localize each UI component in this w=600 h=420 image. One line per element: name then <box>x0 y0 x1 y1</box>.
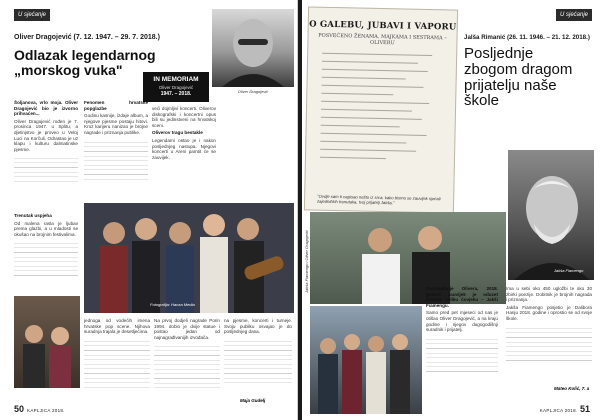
right-column-2-text: Ima u sebi oko 450 ugložbi te oko 30 zbirki poezije. Dobitnik je brojnih nagrada i priznanja. <box>506 286 592 303</box>
page-number: 51 <box>579 404 590 414</box>
bottom-column-1-text: jednoga od vodećih imena hrvatske pop scene. Njihova suradnja trajala je desetljećima. <box>84 318 150 335</box>
left-page <box>0 0 298 420</box>
memoriam-title: IN MEMORIAM <box>153 76 199 83</box>
column-1b-filler <box>14 239 78 279</box>
headline-line-2: zbogom dragom <box>464 60 573 78</box>
bottom-column-1 <box>84 318 150 396</box>
memoriam-years: 1947. – 2018. <box>160 91 192 97</box>
bottom-column-2-text: Na prvoj dodjeli nagrade Porin 1994. dobio je dvije statue i postao jedan od najnagrađivanijih izvođača. <box>154 318 220 340</box>
poem-sheet <box>304 6 458 213</box>
portrait-caption: Oliver Dragojević <box>237 89 269 94</box>
article-column-2 <box>84 100 148 195</box>
author-credit: Maja Gudelj <box>240 398 266 403</box>
column-1-filler <box>14 154 78 184</box>
portrait-caption: Jakša Fiamengo <box>554 268 584 273</box>
column-1-paragraph: Oliver Dragojević rođen je 7. prosinca 1947. u Splitu, a djetinjstvo je proveo u Veloj Luci na Korčuli. Odrastao je uz klapu i kulturu dalmatinske pjesme. <box>14 118 78 152</box>
portrait-face-icon <box>508 150 594 280</box>
right-column-2 <box>506 286 592 382</box>
poem-title: O GALEBU, JUBAVI I VAPORU <box>309 19 457 33</box>
headline-line-1: Odlazak legendarnog <box>14 47 156 63</box>
fiamengo-portrait-photo <box>508 150 594 280</box>
page-number: 50 <box>14 404 25 414</box>
right-column-1 <box>426 286 498 390</box>
poem-note: "Ovdje sam ti napisao nešto iz srca, kako bismo se zauvijek sjećali zajedničkih trenutaka, tvoj prijatelj Jakša." <box>317 193 441 206</box>
bottom-column-1-filler <box>84 337 150 389</box>
oliver-portrait-photo <box>212 9 294 87</box>
article-byline: Oliver Dragojević (7. 12. 1947. – 29. 7. 2018.) <box>14 34 160 41</box>
article-intro: Šoljanova, vrlo moja. Oliver Dragojević bio je izvorno prihvaćen... <box>14 100 78 117</box>
headline-line-4: škole <box>464 92 500 110</box>
crowd-photo <box>310 306 422 414</box>
memoriam-name: Oliver Dragojević <box>158 85 194 90</box>
column-2-paragraph: Godinu kasnije, izdaje album, a njegove pjesme postaju hitovi. Kroz karijeru nanizao je brojne nagrade i priznanja publike. <box>84 113 148 135</box>
headline-line-2: „morskog vuka" <box>14 61 123 78</box>
magazine-name: KAPLJICA 2018. <box>539 408 578 413</box>
column-3-paragraph-2: Legendarni ostao je i nakon posljednjeg nastupa. Njegovi koncerti u Areni pamtit će se zauvijek. <box>152 137 216 160</box>
bottom-column-3 <box>224 318 292 396</box>
article-column-1b <box>14 213 78 293</box>
right-footer <box>537 404 590 414</box>
crowd-icon <box>310 306 422 414</box>
side-photo-caption: Jakša Fiamengo i Oliver Dragojević <box>304 230 309 293</box>
right-column-1-filler <box>426 335 498 375</box>
article-column-1 <box>14 100 78 210</box>
group-people-icon <box>84 203 294 313</box>
magazine-name: KAPLJICA 2018. <box>27 408 65 413</box>
right-column-1-lead: Oslobađanje Olivera, 2018. godine zauvijek je oduzet jednom veliku čovjeku – Jakši Fiamengu. <box>426 286 498 308</box>
headline-line-3: prijatelju naše <box>464 76 557 94</box>
poem-handwriting <box>320 53 442 160</box>
article-column-3 <box>152 106 216 201</box>
portrait-face-icon <box>212 9 294 87</box>
poem-subtitle: POSVEĆENO ŽENAMA, MAJKAMA I SESTRAMA – OLIVERU <box>318 32 447 47</box>
section-tag: U sjećanje <box>556 9 592 21</box>
bottom-column-2 <box>154 318 220 396</box>
right-page <box>302 0 600 420</box>
bottom-column-3-filler <box>224 337 292 385</box>
column-2-filler <box>84 138 148 183</box>
headline-line-1: Posljednje <box>464 45 534 62</box>
column-1-subhead: Trenutak uspjeha <box>14 213 52 218</box>
right-column-2-filler <box>506 324 592 364</box>
two-people-icon <box>14 296 80 388</box>
column-1-paragraph-2: Od malena rasla je ljubav prema glazbi, a u mladosti se okušao na brojnim festivalima. <box>14 220 78 237</box>
in-memoriam-box <box>143 72 209 102</box>
group-photo-credit: Fotografija: Hanza Media <box>150 302 195 307</box>
duo-photo <box>14 296 80 388</box>
article-headline <box>464 46 572 109</box>
right-column-2-text-2: Jakša Fiamengo posjetio je Dalibora Hanju 2018. godine i oprostio se od svoje škole. <box>506 304 592 321</box>
bottom-column-3-text: na pjesme, koncerti i turneje. Svoju publiku osvajao je do posljednjeg dana. <box>224 318 292 335</box>
right-column-1-text: Samo pred pet mjeseci od nas je otišao Oliver Dragojević, a na kraju godine i njegov dugogodišnji suradnik i prijatelj. <box>426 310 498 333</box>
concert-group-photo <box>84 203 294 313</box>
author-credit: Mateo Kolić, 7. a <box>554 386 590 391</box>
column-2-subhead: Fenomen hrvatske popglazbe <box>84 100 148 111</box>
left-footer <box>14 404 65 414</box>
article-byline: Jalša Rimanić (26. 11. 1946. – 21. 12. 2018.) <box>464 34 590 41</box>
article-headline <box>14 48 156 77</box>
column-3-paragraph: veći dojmljivi koncerti. Oliverov diskografski i koncertni opus bili su jedinstveni na hrvatskoj sceni. <box>152 106 216 128</box>
column-3-subhead: Oliverov tragu bestakle <box>152 130 203 136</box>
bottom-column-2-filler <box>154 342 220 388</box>
section-tag: U sjećanje <box>14 9 50 21</box>
